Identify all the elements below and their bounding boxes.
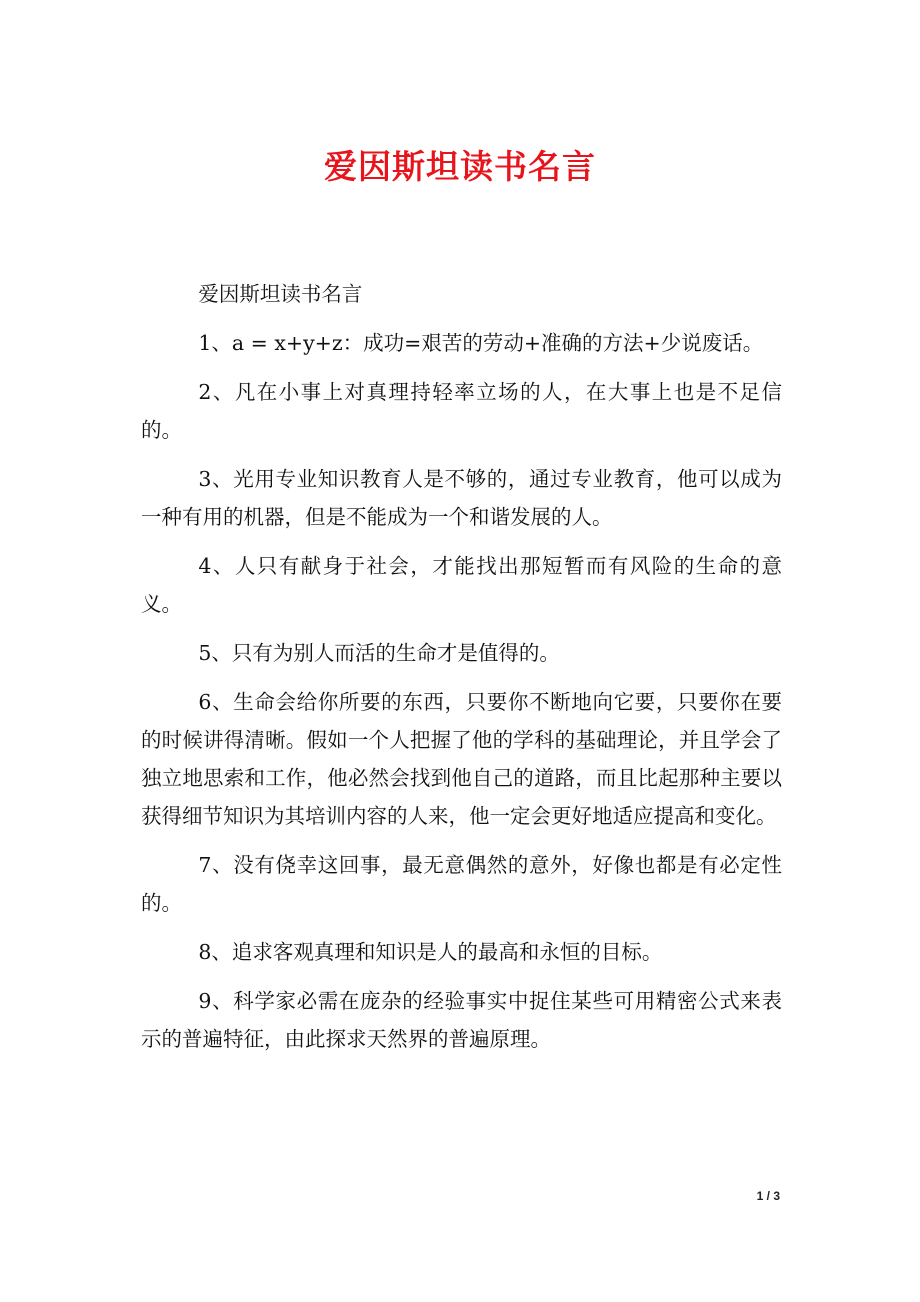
document-body — [141, 275, 782, 1069]
page-number: 1 / 3 — [756, 1189, 780, 1203]
quote-item: 4、人只有献身于社会，才能找出那短暂而有风险的生命的意义。 — [141, 554, 782, 616]
quote-item: 3、光用专业知识教育人是不够的，通过专业教育，他可以成为一种有用的机器，但是不能成为一个和谐发展的人。 — [141, 467, 782, 529]
quote-item: 2、凡在小事上对真理持轻率立场的人，在大事上也是不足信的。 — [141, 380, 782, 442]
document-title: 爱因斯坦读书名言 — [324, 147, 596, 186]
quote-item: 8、追求客观真理和知识是人的最高和永恒的目标。 — [198, 940, 663, 964]
quote-item: 9、科学家必需在庞杂的经验事实中捉住某些可用精密公式来表示的普遍特征，由此探求天然界的普遍原理。 — [141, 989, 782, 1051]
quote-item: 5、只有为别人而活的生命才是值得的。 — [198, 641, 560, 665]
paragraph-heading: 爱因斯坦读书名言 — [198, 282, 363, 306]
quote-item: 6、生命会给你所要的东西，只要你不断地向它要，只要你在要的时候讲得清晰。假如一个人把握了他的学科的基础理论，并且学会了独立地思索和工作，他必然会找到他自己的道路，而且比起那种主要以获得细节知识为其培训内容的人来，他一定会更好地适应提高和变化。 — [141, 690, 782, 828]
quote-item: 1、a = x+y+z：成功=艰苦的劳动+准确的方法+少说废话。 — [198, 331, 764, 355]
quote-item: 7、没有侥幸这回事，最无意偶然的意外，好像也都是有必定性的。 — [141, 853, 782, 915]
